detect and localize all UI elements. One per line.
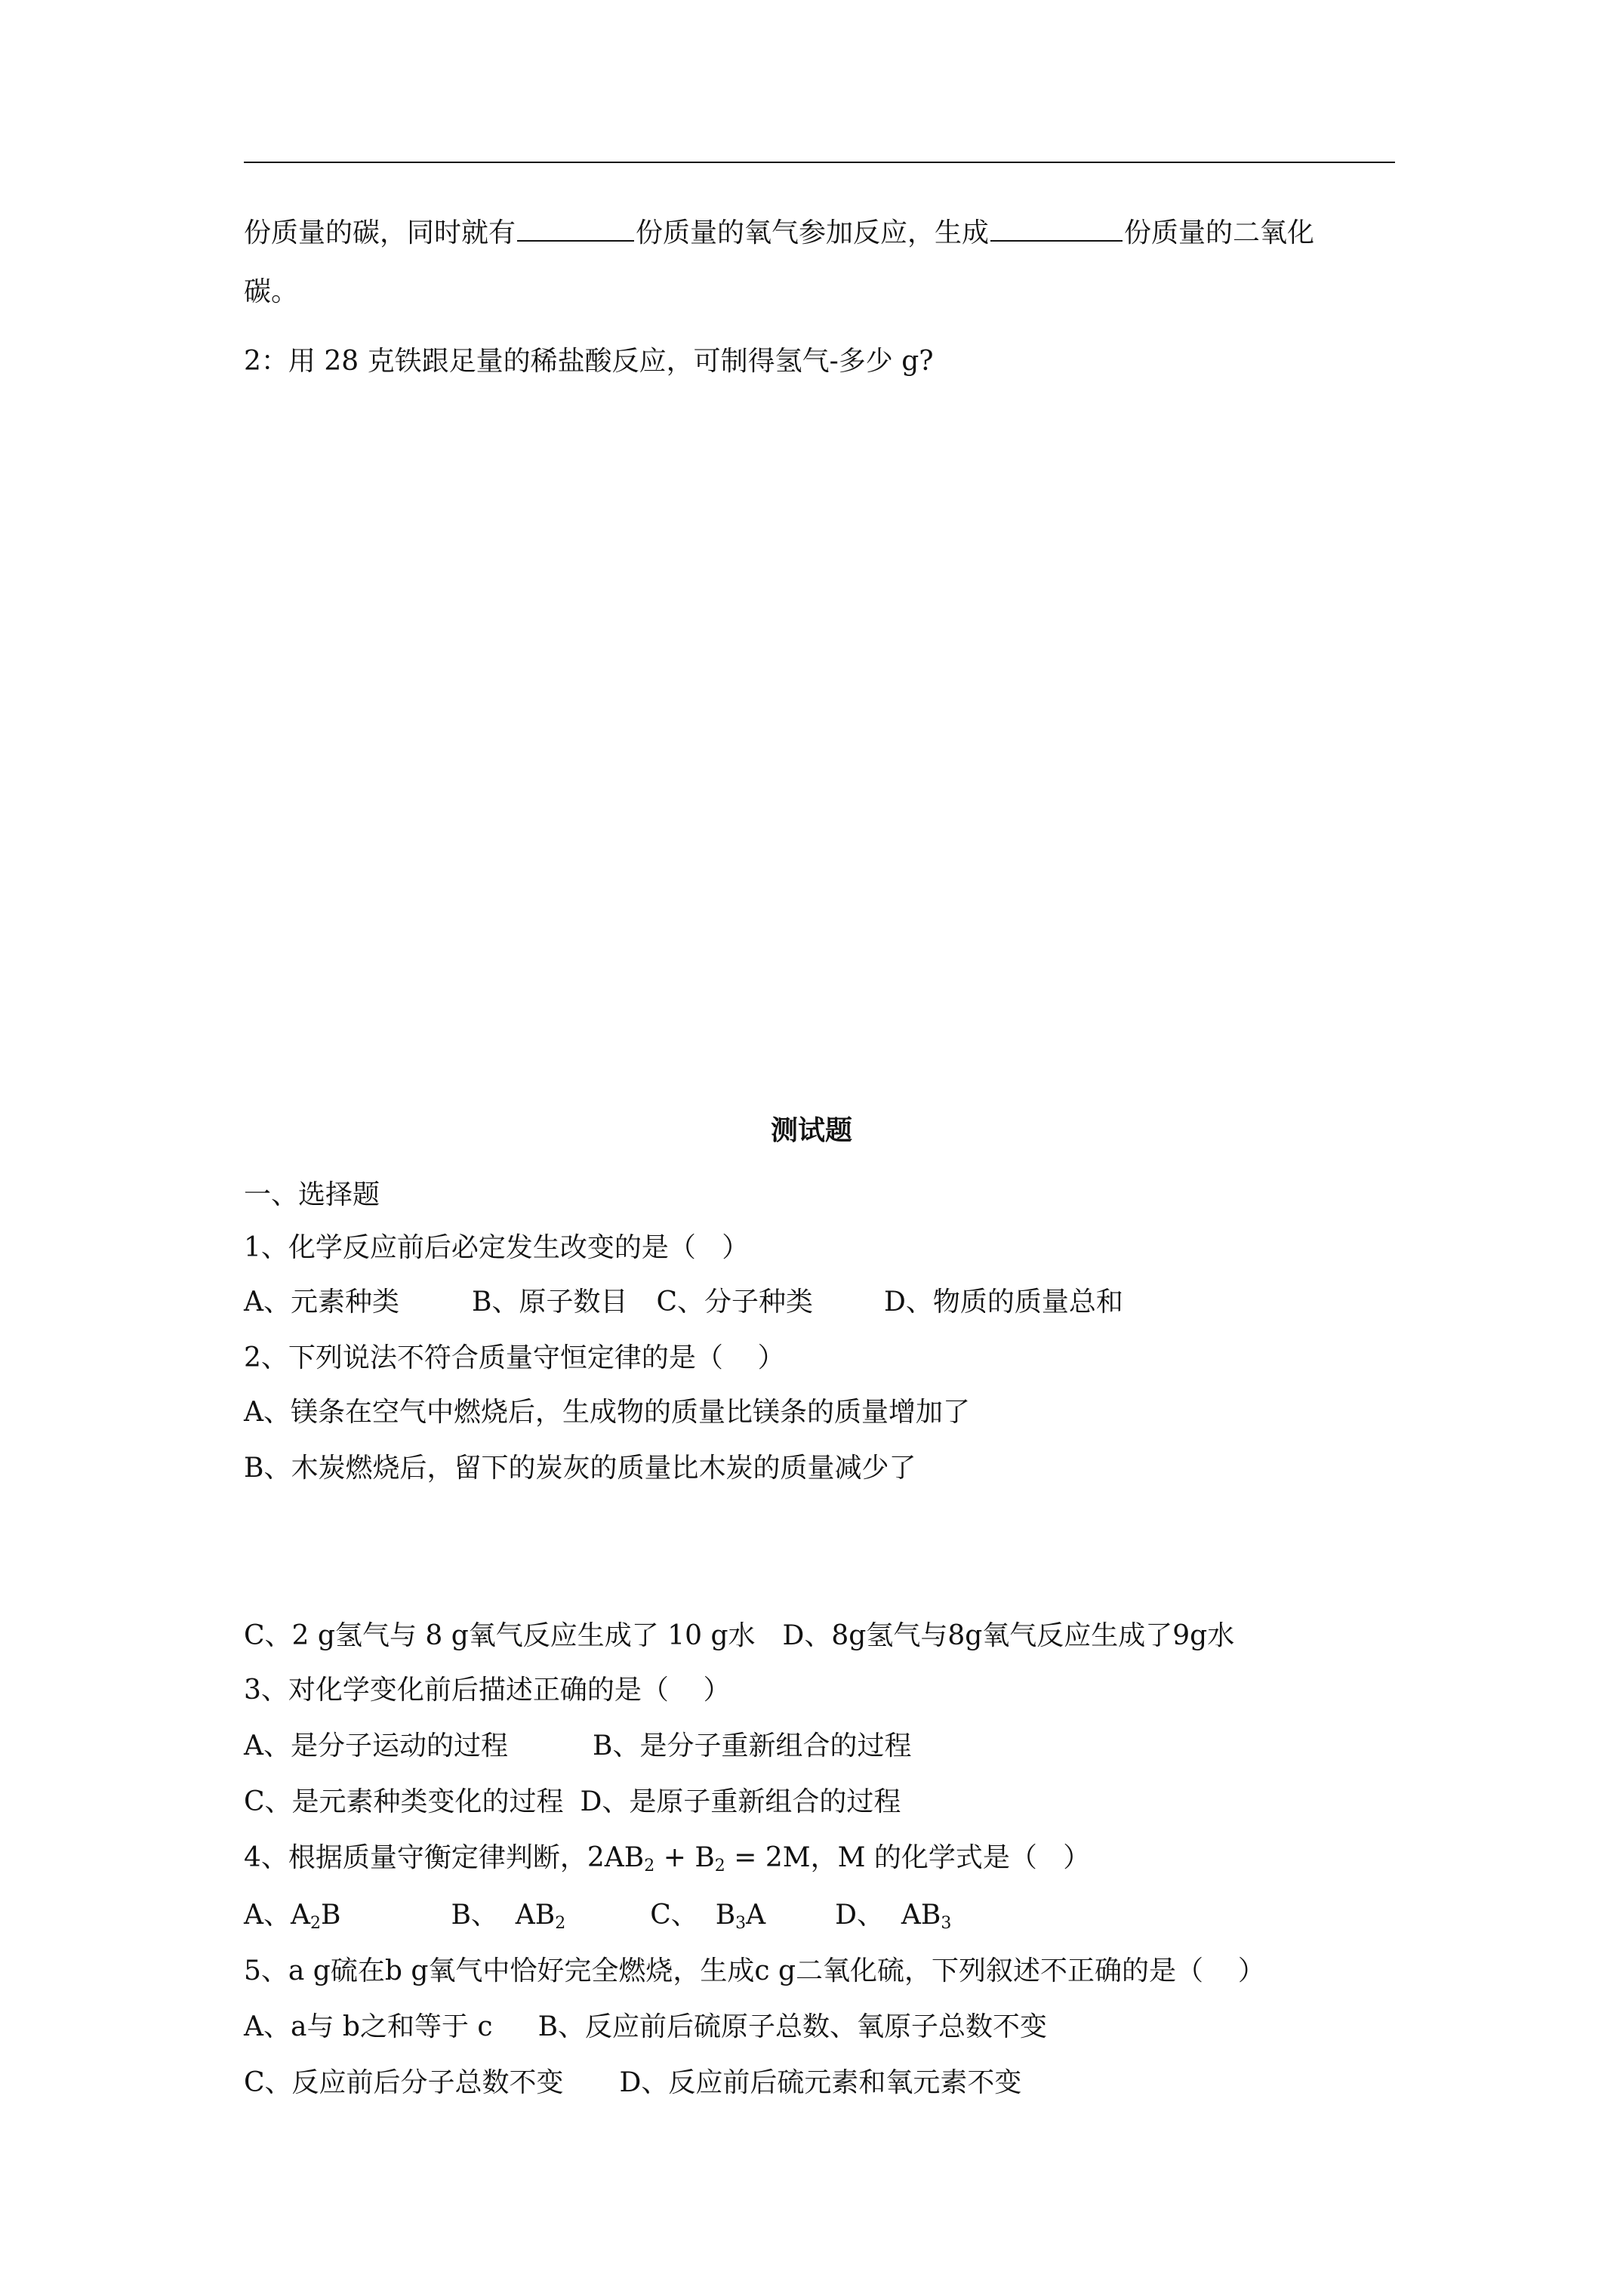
answer-blank-co2[interactable]	[990, 213, 1123, 242]
q4-option-c: C、 $B_3A$	[650, 1900, 766, 1933]
q5-option-d: D、反应前后硫元素和氧元素不变	[619, 2067, 1022, 2098]
q1-option-b: B、原子数目	[472, 1287, 628, 1318]
q5-stem: 5、a g硫在b g氧气中恰好完全燃烧，生成c g二氧化硫，下列叙述不正确的是（ ）	[244, 1955, 1265, 1986]
q4-stem-subscript1: 2	[644, 1857, 655, 1875]
continuation-text-b: 份质量的氧气参加反应，生成	[636, 217, 990, 248]
q4-stem-part1: 4、根据质量守衡定律判断，2AB	[244, 1842, 645, 1873]
q1-stem: 1、化学反应前后必定发生改变的是（ ）	[244, 1232, 750, 1263]
q-continuation-line1	[244, 213, 1314, 252]
q4-stem-subscript2: 2	[714, 1857, 725, 1875]
q5-options-cd	[244, 2064, 1021, 2102]
q1-option-d: D、物质的质量总和	[884, 1287, 1123, 1318]
section-choice-heading: 一、选择题	[244, 1179, 380, 1210]
q3-stem: 3、对化学变化前后描述正确的是（ ）	[244, 1675, 731, 1706]
q3-option-d: D、是原子重新组合的过程	[580, 1786, 901, 1817]
continuation-text-c: 份质量的二氧化	[1124, 217, 1315, 248]
q2-stem: 2、下列说法不符合质量守恒定律的是（ ）	[244, 1342, 785, 1373]
q2-option-c: C、2 g氢气与 8 g氧气反应生成了 10 g水	[244, 1620, 756, 1651]
q4-option-a: A、$A_2B$	[244, 1900, 341, 1933]
q-continuation-line2: 碳。	[244, 276, 299, 307]
q3-options-cd	[244, 1783, 901, 1821]
q3-option-b: B、是分子重新组合的过程	[593, 1730, 912, 1761]
q1-option-c: C、分子种类	[656, 1287, 814, 1318]
q4-stem-part2: + B	[654, 1842, 715, 1873]
q2-option-b: B、木炭燃烧后，留下的炭灰的质量比木炭的质量减少了	[244, 1453, 916, 1484]
header-rule	[244, 162, 1395, 163]
q5-options-ab	[244, 2008, 1047, 2046]
q1-option-a: A、元素种类	[244, 1287, 399, 1318]
q2-option-d: D、8g氢气与8g氧气反应生成了9g水	[782, 1620, 1235, 1651]
question-2: 2：用 28 克铁跟足量的稀盐酸反应，可制得氢气-多少 g?	[244, 346, 934, 377]
q3-options-ab	[244, 1727, 911, 1765]
q3-option-c: C、是元素种类变化的过程	[244, 1786, 564, 1817]
q5-option-a: A、a与 b之和等于 c	[244, 2011, 493, 2042]
q1-options	[244, 1284, 1123, 1321]
q4-stem	[244, 1839, 1090, 1877]
q5-option-b: B、反应前后硫原子总数、氧原子总数不变	[537, 2011, 1048, 2042]
q2-option-a: A、镁条在空气中燃烧后，生成物的质量比镁条的质量增加了	[244, 1397, 970, 1428]
q5-option-c: C、反应前后分子总数不变	[244, 2067, 564, 2098]
q4-options	[244, 1897, 951, 1934]
q3-option-a: A、是分子运动的过程	[244, 1730, 508, 1761]
q2-options-cd	[244, 1617, 1234, 1655]
answer-blank-oxygen[interactable]	[517, 213, 634, 242]
q4-stem-part3: = 2M，M 的化学式是（ ）	[725, 1842, 1091, 1873]
q4-option-d: D、 $AB_3$	[835, 1900, 952, 1933]
continuation-text-a: 份质量的碳，同时就有	[244, 217, 516, 248]
q4-option-b: B、 $AB_2$	[451, 1900, 566, 1933]
test-title: 测试题	[770, 1114, 852, 1146]
